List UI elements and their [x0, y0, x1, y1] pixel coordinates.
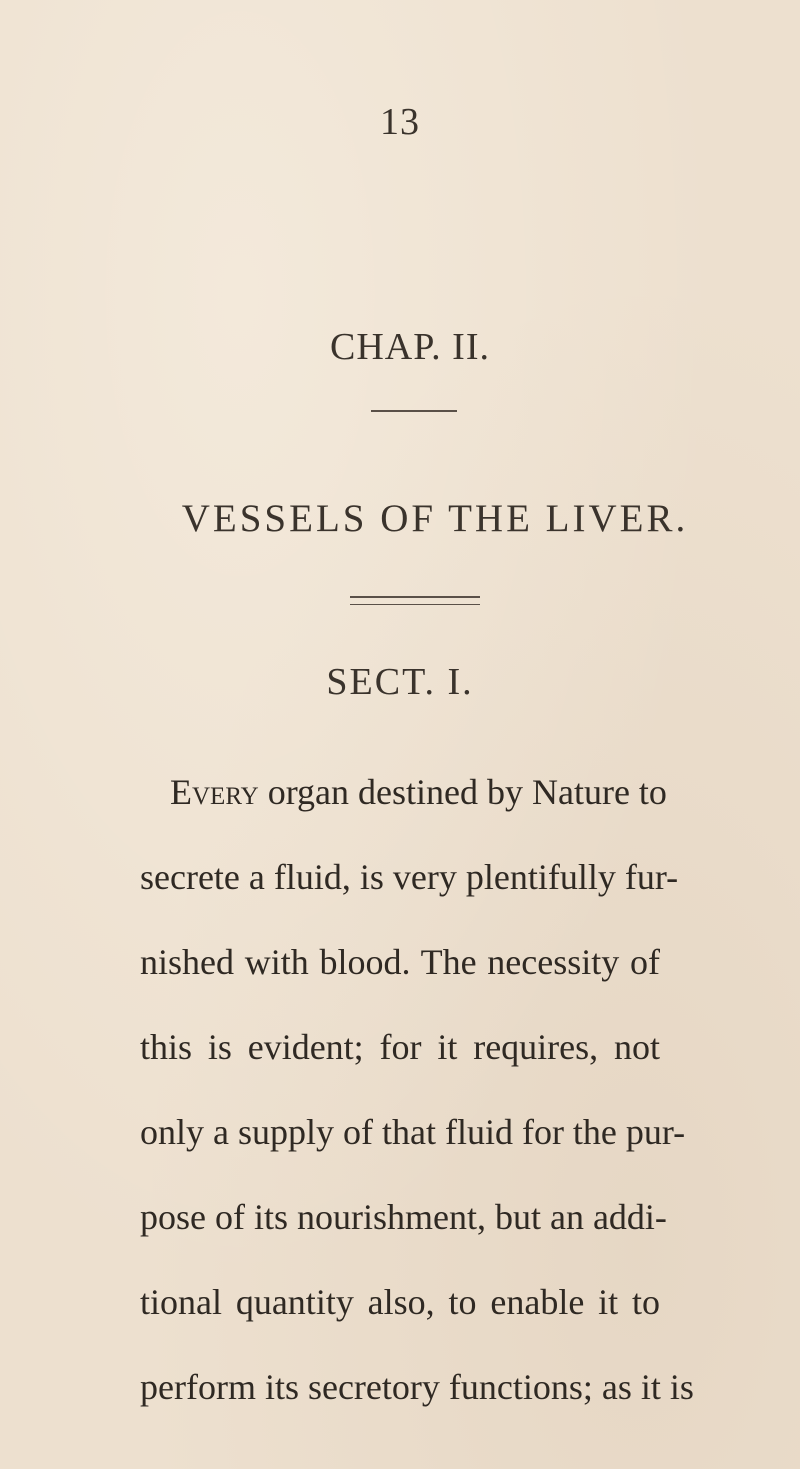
double-rule-bottom [350, 604, 480, 605]
body-line-8: perform its secretory functions; as it is [140, 1367, 694, 1407]
section-number: SECT. I. [326, 661, 474, 703]
opening-initial: E [170, 772, 192, 812]
page-number: 13 [380, 101, 420, 143]
opening-word-rest: very [192, 772, 259, 812]
body-line-4: this is evident; for it requires, not [140, 1027, 660, 1067]
body-line-6: pose of its nourishment, but an addi- [140, 1197, 667, 1237]
body-line-3: nished with blood. The necessity of [140, 942, 660, 982]
body-line-2: secrete a fluid, is very plentifully fur- [140, 857, 679, 897]
body-paragraph [140, 750, 694, 1430]
double-rule-top [350, 596, 480, 598]
ornamental-rule [371, 410, 457, 412]
opening-word [170, 772, 259, 812]
body-line-5: only a supply of that fluid for the pur- [140, 1112, 686, 1152]
body-line-7: tional quantity also, to enable it to [140, 1282, 660, 1322]
section-title: VESSELS OF THE LIVER. [181, 497, 689, 540]
body-line-1 [140, 750, 667, 835]
chapter-heading: CHAP. II. [330, 326, 490, 368]
body-line-1-text: organ destined by Nature to [258, 772, 667, 812]
